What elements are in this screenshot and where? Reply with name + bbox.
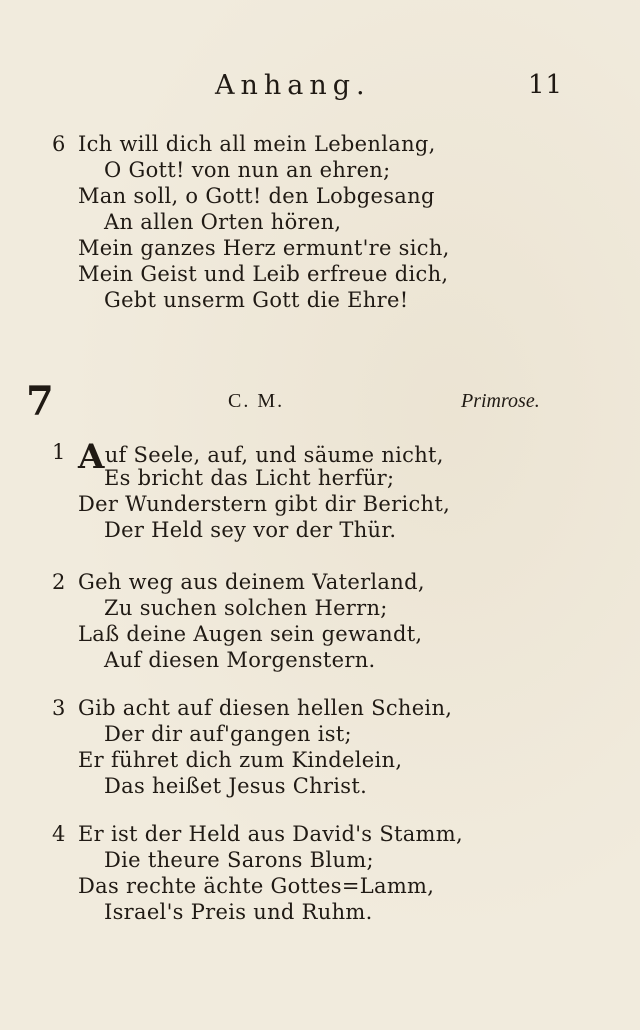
verse-line: Er führet dich zum Kindelein, [78,748,403,772]
stanza-number: 4 [52,822,66,846]
page-number: 11 [528,70,564,100]
verse-line: Er ist der Held aus David's Stamm, [78,822,463,846]
verse-line: Geh weg aus deinem Vaterland, [78,570,425,594]
stanza-number: 1 [52,440,66,464]
verse-line: Mein ganzes Herz ermunt're sich, [78,236,450,260]
verse-line: Der Wunderstern gibt dir Bericht, [78,492,451,516]
stanza-number: 3 [52,696,66,720]
hymn-header [0,378,640,428]
drop-cap: A [78,437,105,477]
hymn-meter: C. M. [228,390,285,412]
verse-line: O Gott! von nun an ehren; [104,158,391,182]
verse-line: Mein Geist und Leib erfreue dich, [78,262,449,286]
verse-line: Der Held sey vor der Thür. [104,518,397,542]
verse-line: Die theure Sarons Blum; [104,848,374,872]
verse-line: Das heißet Jesus Christ. [104,774,368,798]
verse-line: Es bricht das Licht herfür; [104,466,395,490]
tune-name: Primrose. [461,390,540,412]
verse-line: Israel's Preis und Ruhm. [104,900,373,924]
verse-line: Laß deine Augen sein gewandt, [78,622,423,646]
verse-line: Gib acht auf diesen hellen Schein, [78,696,453,720]
verse-line: Auf diesen Morgenstern. [104,648,376,672]
verse-line: An allen Orten hören, [104,210,342,234]
hymn-number: 7 [26,378,54,425]
verse-line: Das rechte ächte Gottes=Lamm, [78,874,435,898]
running-head: Anhang. [215,70,371,101]
verse-line-rest: uf Seele, auf, und säume nicht, [104,443,444,467]
verse-line: Ich will dich all mein Lebenlang, [78,132,436,156]
verse-line: Zu suchen solchen Herrn; [104,596,388,620]
stanza-number: 6 [52,132,66,156]
verse-line: Der dir auf'gangen ist; [104,722,352,746]
verse-line: Gebt unserm Gott die Ehre! [104,288,409,312]
verse-line: Man soll, o Gott! den Lobgesang [78,184,435,208]
stanza-number: 2 [52,570,66,594]
